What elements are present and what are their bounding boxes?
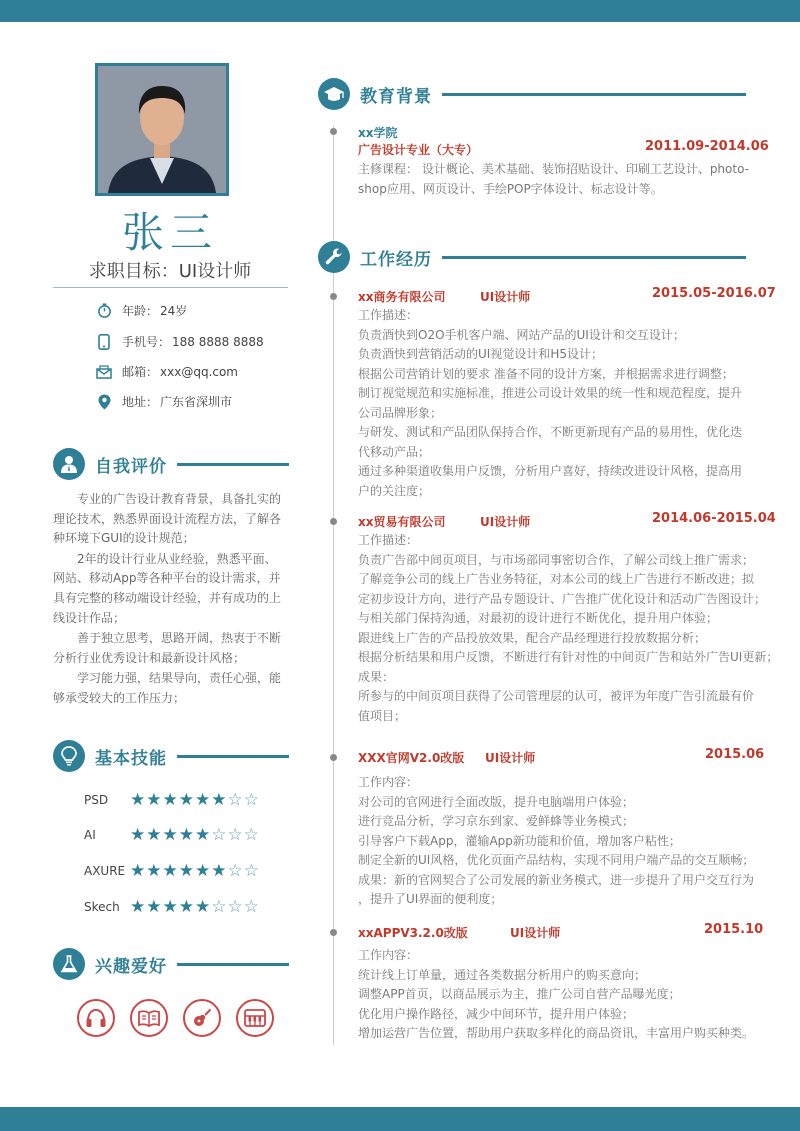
- job-role: UI设计师: [480, 515, 531, 529]
- timeline-dot: [330, 929, 337, 936]
- skill-row-axure: [84, 861, 260, 881]
- desc-line: 工作内容：: [358, 948, 419, 962]
- address-label: 地址：: [122, 395, 159, 409]
- desc-line: 对公司的官网进行全面改版，提升电脑端用户体验；: [358, 794, 635, 809]
- desc-line: 定初步设计方向，进行产品专题设计、广告推广优化设计和活动广告图设计；: [358, 591, 767, 606]
- section-title: 自我评价: [95, 456, 167, 477]
- skill-name: AXURE: [84, 864, 126, 878]
- age-value: 24岁: [160, 304, 188, 318]
- job-objective: 求职目标：UI设计师: [88, 261, 252, 282]
- lightbulb-icon: [53, 740, 85, 772]
- section-title: 教育背景: [360, 86, 432, 107]
- skill-name: Skech: [84, 900, 120, 914]
- section-rule: [442, 256, 746, 259]
- phone-label: 手机号：: [122, 335, 171, 349]
- education-header: [318, 78, 746, 110]
- course-line: shop应用、网页设计、手绘POP字体设计、标志设计等。: [358, 181, 663, 196]
- desc-line: 成果：: [358, 669, 395, 684]
- project-name: xxAPPV3.2.0改版: [358, 926, 468, 940]
- desc-line: 跟进线上广告的产品投放效果，配合产品经理进行投放数据分析；: [358, 630, 707, 645]
- phone-value[interactable]: 188 8888 8888: [172, 334, 264, 349]
- desc-line: 成果：新的官网契合了公司发展的新业务模式，进一步提升了用户交互行为: [358, 872, 755, 887]
- desc-line: 进行竞品分析，学习京东到家、爱鲜蜂等业务模式；: [358, 814, 635, 828]
- desc-line: 根据分析结果和用户反馈，不断进行有针对性的中间页广告和站外广告UI更新；: [358, 650, 779, 664]
- education-courses: [358, 160, 778, 199]
- skill-rating: ★★★★★☆☆☆: [130, 825, 260, 845]
- desc-line: 户的关注度；: [358, 483, 431, 498]
- skill-name: AI: [84, 828, 96, 842]
- age-row: [96, 302, 187, 319]
- section-title: 兴趣爱好: [95, 956, 167, 977]
- person-icon: [53, 448, 85, 480]
- job-date: 2015.05-2016.07: [652, 286, 776, 301]
- hobbies-header: [53, 948, 289, 980]
- desc-line: 与相关部门保持沟通，对最初的设计进行不断优化，提升用户体验；: [358, 611, 719, 625]
- desc-line: 增加运营广告位置，帮助用户获取多样化的商品资讯，丰富用户购买种类。: [358, 1026, 755, 1040]
- desc-line: 引导客户下载App，灌输App新功能和价值，增加客户粘性；: [358, 833, 681, 848]
- job-description: [358, 531, 778, 726]
- desc-line: ，提升了UI界面的便利度；: [358, 892, 503, 906]
- job-date: 2014.06-2015.04: [652, 511, 776, 526]
- desc-line: 优化用户操作路径，减少中间环节，提升用户体验；: [358, 1006, 635, 1021]
- top-bar: [0, 0, 800, 22]
- skill-rating: ★★★★★☆☆☆: [130, 897, 260, 917]
- profile-photo: [95, 63, 229, 196]
- section-rule: [177, 963, 289, 966]
- skill-row-psd: [84, 790, 260, 810]
- email-label: 邮箱：: [122, 365, 159, 379]
- skill-row-skech: [84, 897, 260, 917]
- age-label: 年龄：: [122, 304, 159, 318]
- desc-line: 与研发、测试和产品团队保持合作，不断更新现有产品的易用性，优化迭: [358, 425, 743, 439]
- timeline-dot: [330, 128, 337, 135]
- job-role: UI设计师: [480, 290, 531, 304]
- section-rule: [177, 463, 289, 466]
- course-line: 主修课程： 设计概论、美术基础、装饰招贴设计、印刷工艺设计、photo-: [358, 162, 749, 176]
- flask-icon: [53, 948, 85, 980]
- desc-line: 工作内容：: [358, 775, 419, 789]
- desc-line: 通过多种渠道收集用户反馈，分析用户喜好，持续改进设计风格，提高用: [358, 464, 743, 478]
- self-eval-header: [53, 448, 289, 480]
- eval-paragraph: 学习能力强，结果导向，责任心强，能够承受较大的工作压力；: [53, 671, 282, 705]
- desc-line: 工作描述：: [358, 308, 419, 322]
- company-name: xx商务有限公司: [358, 290, 446, 304]
- section-rule: [442, 93, 746, 96]
- candidate-name: 张三: [121, 208, 218, 257]
- skill-row-ai: [84, 825, 260, 845]
- address-value: 广东省深圳市: [160, 395, 233, 409]
- section-title: 基本技能: [95, 748, 167, 769]
- desc-line: 代移动产品；: [358, 444, 431, 459]
- graduation-cap-icon: [318, 78, 350, 110]
- job-description: [358, 773, 778, 910]
- desc-line: 调整APP首页，以商品展示为主，推广公司自营产品曝光度；: [358, 987, 681, 1001]
- job-description: [358, 946, 778, 1044]
- email-row: [96, 363, 238, 380]
- job-date: 2015.10: [704, 922, 764, 937]
- desc-line: 负责酒快到营销活动的UI视觉设计和H5设计；: [358, 347, 603, 361]
- timeline-dot: [330, 293, 337, 300]
- wrench-icon: [318, 241, 350, 273]
- skill-name: PSD: [84, 793, 109, 807]
- section-title: 工作经历: [360, 249, 432, 270]
- divider: [53, 287, 288, 288]
- section-rule: [177, 755, 289, 758]
- desc-line: 根据公司营销计划的要求 准备不同的设计方案，并根据需求进行调整；: [358, 366, 734, 381]
- book-icon: [130, 999, 168, 1037]
- location-pin-icon: [96, 394, 112, 410]
- desc-line: 值项目；: [358, 708, 407, 723]
- desc-line: 负责酒快到O2O手机客户端、网站产品的UI设计和交互设计；: [358, 327, 685, 342]
- skill-rating: ★★★★★★☆☆: [130, 790, 260, 810]
- job-role: UI设计师: [485, 751, 536, 765]
- work-header: [318, 241, 746, 273]
- eval-paragraph: 专业的广告设计教育背景，具备扎实的理论技术，熟悉界面设计流程方法，了解各种环境下GUI的设计规范；: [53, 492, 282, 546]
- headphones-icon: [77, 999, 115, 1037]
- timeline-dot: [330, 518, 337, 525]
- bottom-bar: [0, 1107, 800, 1131]
- company-name: xx贸易有限公司: [358, 515, 446, 529]
- piano-icon: [236, 999, 274, 1037]
- desc-line: 工作描述：: [358, 533, 419, 547]
- address-row: [96, 393, 232, 410]
- email-value[interactable]: xxx@qq.com: [160, 364, 238, 379]
- school-name: xx学院: [358, 126, 398, 140]
- eval-paragraph: 2年的设计行业从业经验，熟悉平面、网站、移动App等各种平台的设计需求，并具有完整的移动端设计经验，并有成功的上线设计作品；: [53, 551, 282, 625]
- self-eval-text: [53, 490, 288, 710]
- desc-line: 负责广告部中间页项目，与市场部同事密切合作，了解公司线上推广需求；: [358, 552, 755, 567]
- stopwatch-icon: [96, 303, 112, 319]
- major: 广告设计专业（大专）: [358, 143, 479, 157]
- education-date: 2011.09-2014.06: [645, 139, 769, 154]
- skills-header: [53, 740, 289, 772]
- desc-line: 统计线上订单量，通过各类数据分析用户的购买意向；: [358, 967, 647, 982]
- timeline-dot: [330, 754, 337, 761]
- desc-line: 制定全新的UI风格，优化页面产品结构，实现不同用户端产品的交互顺畅；: [358, 853, 755, 867]
- desc-line: 公司品牌形象；: [358, 405, 443, 420]
- phone-icon: [96, 334, 112, 350]
- desc-line: 所参与的中间页项目获得了公司管理层的认可，被评为年度广告引流最有价: [358, 689, 755, 703]
- phone-row: [96, 333, 264, 350]
- mail-icon: [96, 364, 112, 380]
- desc-line: 了解竞争公司的线上广告业务特征，对本公司的线上广告进行不断改进；拟: [358, 572, 755, 586]
- desc-line: 制订视觉规范和实施标准，推进公司设计效果的统一性和规范程度，提升: [358, 386, 743, 400]
- job-date: 2015.06: [705, 747, 765, 762]
- project-name: XXX官网V2.0改版: [358, 751, 465, 765]
- skill-rating: ★★★★★★☆☆: [130, 861, 260, 881]
- guitar-icon: [183, 999, 221, 1037]
- job-description: [358, 306, 778, 501]
- job-role: UI设计师: [510, 926, 561, 940]
- eval-paragraph: 善于独立思考，思路开阔，热衷于不断分析行业优秀设计和最新设计风格；: [53, 631, 282, 665]
